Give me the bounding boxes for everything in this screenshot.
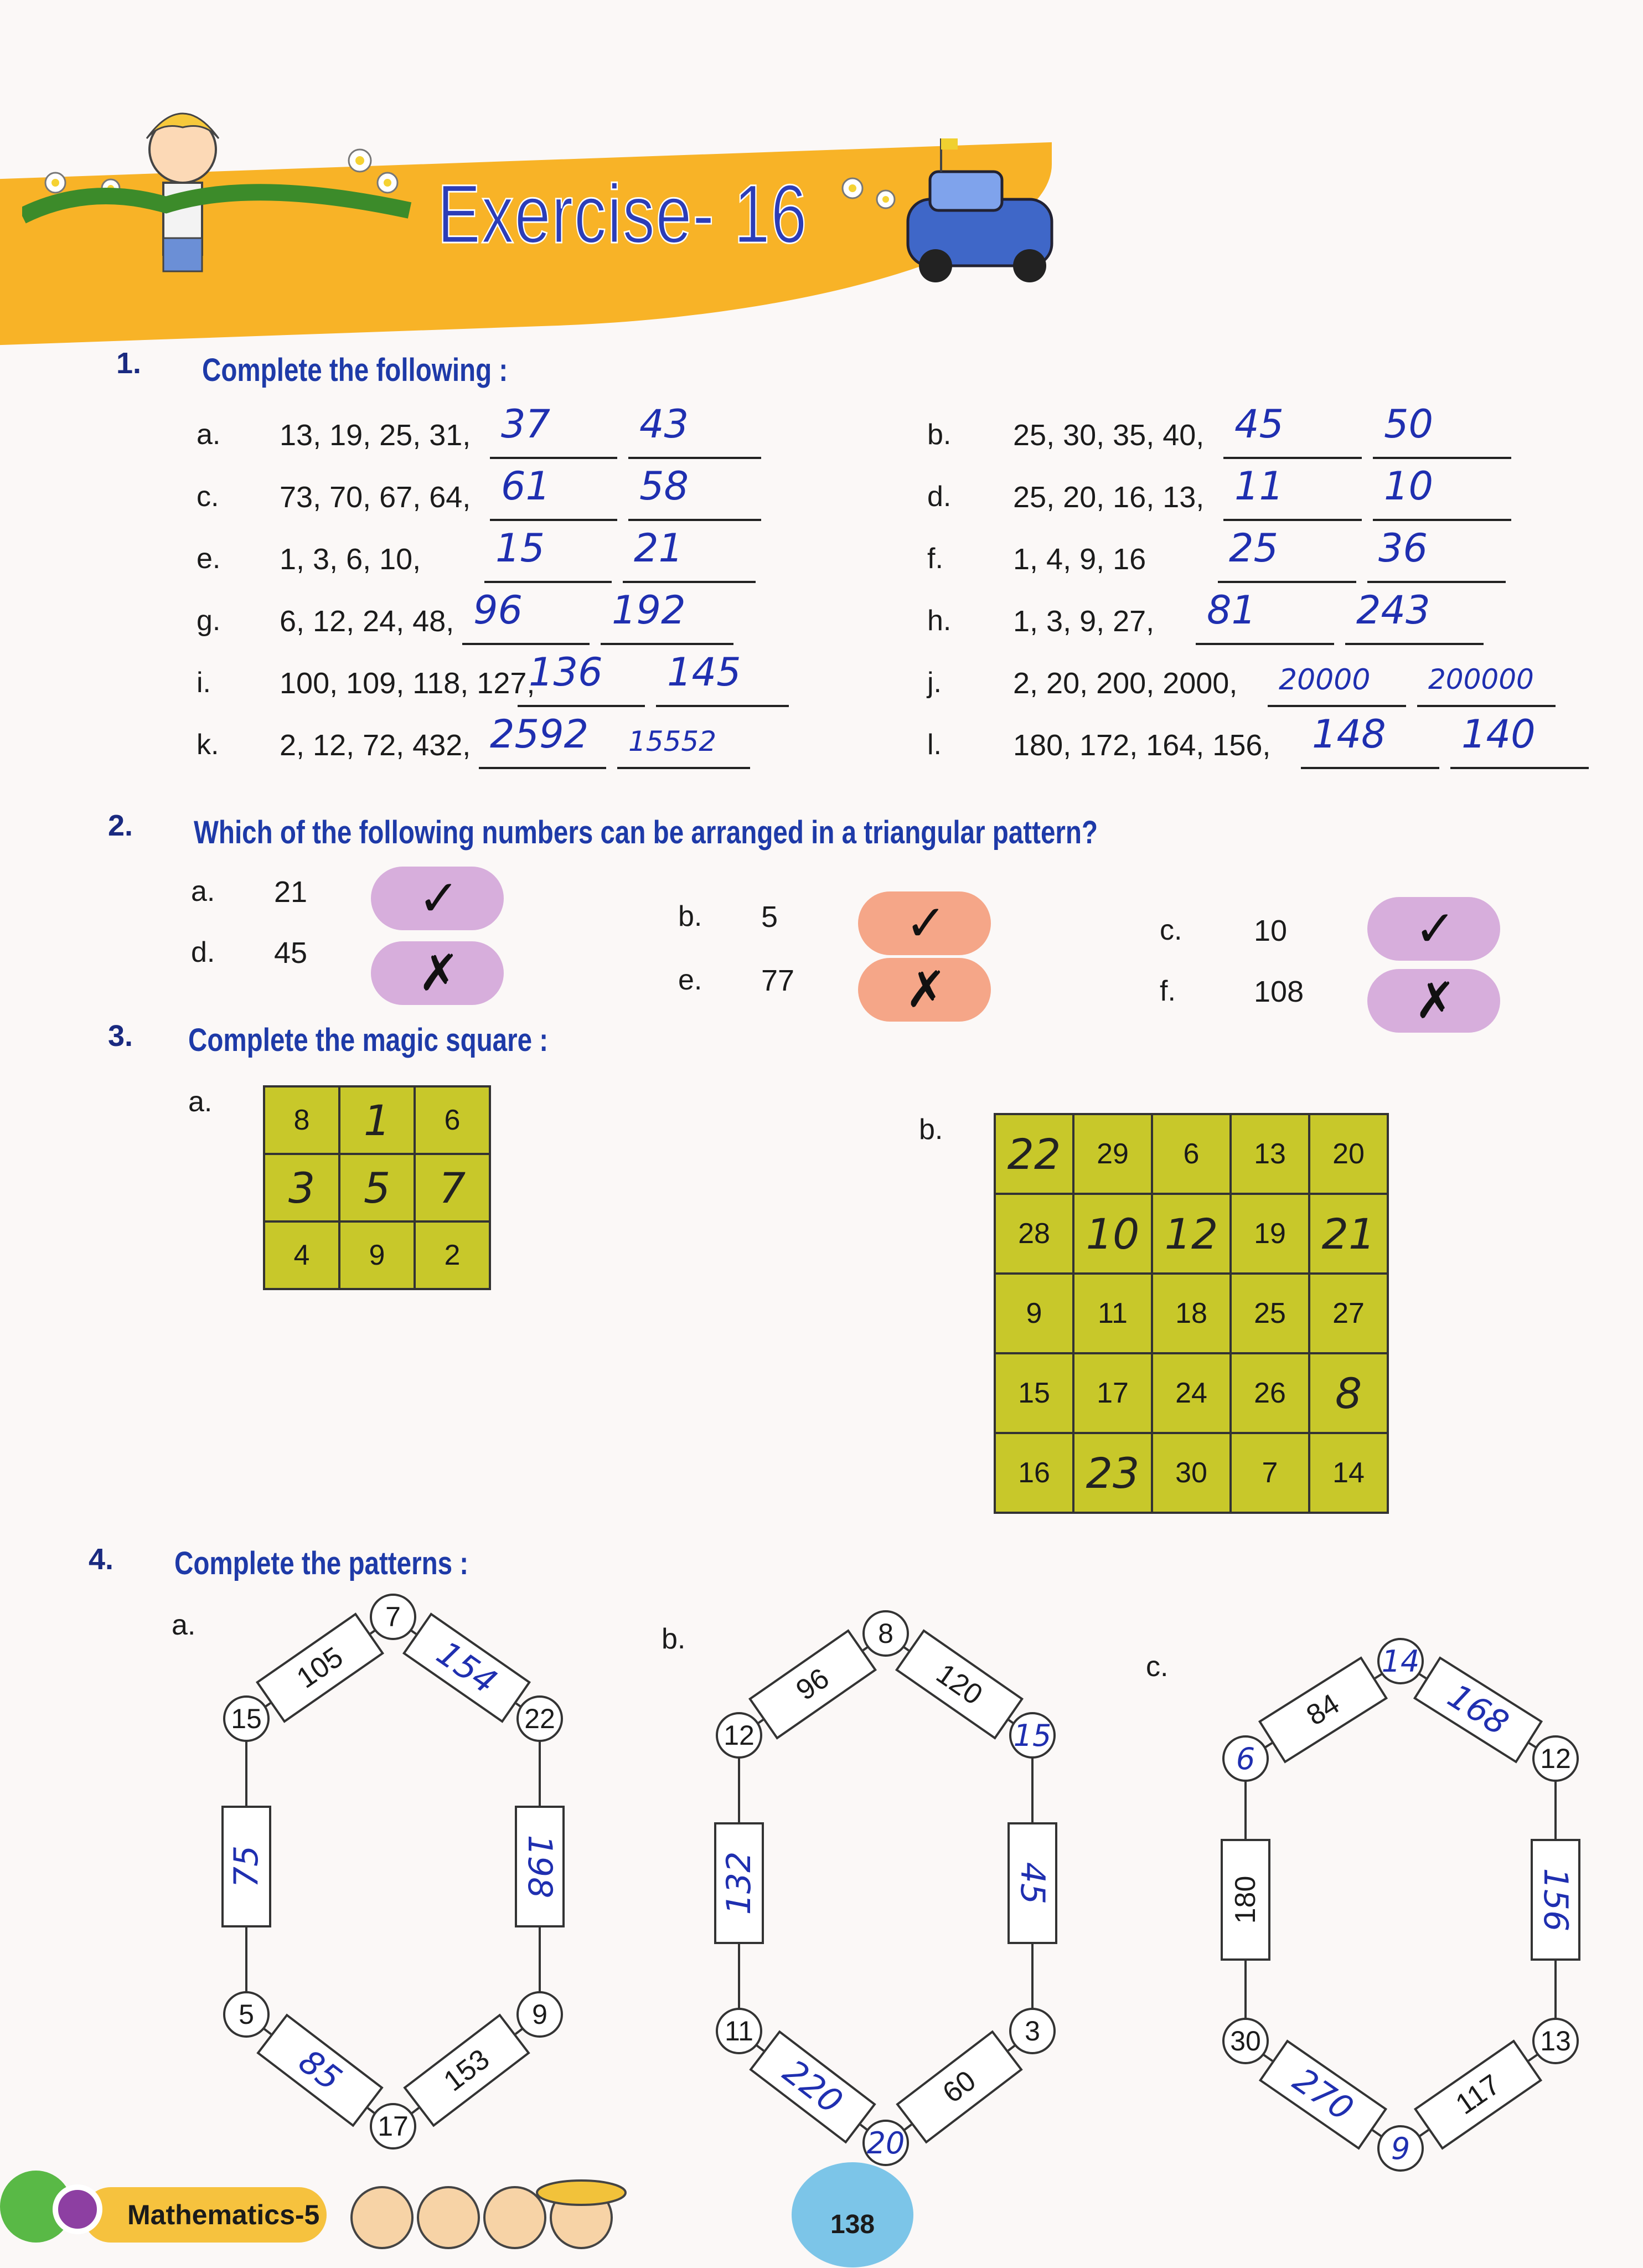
magic-square-cell: 14 (1309, 1433, 1388, 1513)
q2-item-letter: a. (191, 875, 215, 908)
pattern-edge-box[interactable]: 168 (1413, 1656, 1543, 1763)
magic-square-a (263, 1085, 491, 1290)
magic-square-cell: 18 (1152, 1274, 1231, 1353)
pattern-edge-box[interactable]: 132 (714, 1822, 764, 1944)
q1-answer-1: 25 (1229, 525, 1279, 571)
cross-mark-icon: ✗ (905, 962, 947, 1018)
pattern-edge-box[interactable]: 270 (1259, 2040, 1387, 2150)
magic-square-cell: 7 (1231, 1433, 1309, 1513)
q4-number: 4. (89, 1543, 114, 1576)
q1-answer-2: 145 (667, 650, 741, 695)
cross-mark-icon: ✗ (1414, 973, 1456, 1029)
q1-item-letter: j. (927, 667, 942, 699)
pattern-edge-box: 84 (1258, 1656, 1388, 1763)
q1-answer-2: 36 (1378, 525, 1428, 571)
q1-answer-1: 96 (473, 587, 523, 633)
magic-square-cell: 13 (1231, 1114, 1309, 1194)
q1-number: 1. (116, 347, 142, 380)
magic-square-cell: 2 (415, 1221, 490, 1289)
pattern-node-circle[interactable]: 6 (1222, 1735, 1269, 1782)
q2-item-letter: d. (191, 936, 215, 968)
book-title: Mathematics-5 (127, 2199, 320, 2230)
q1-item-letter: b. (927, 419, 952, 451)
magic-square-row (264, 1154, 490, 1221)
pattern-edge-box: 117 (1414, 2040, 1542, 2150)
pattern-node-circle[interactable]: 15 (1009, 1712, 1056, 1759)
magic-square-cell[interactable]: 3 (264, 1154, 339, 1221)
q1-item-letter: h. (927, 605, 952, 637)
pattern-edge-box[interactable]: 85 (256, 2013, 383, 2127)
pattern-node-circle: 3 (1009, 2008, 1056, 2054)
pattern-edge-box[interactable]: 220 (749, 2030, 876, 2143)
magic-square-row (264, 1221, 490, 1289)
q1-answer-1: 20000 (1279, 663, 1371, 697)
pattern-edge-box: 60 (896, 2030, 1022, 2143)
q1-answer-1: 45 (1234, 401, 1284, 447)
q1-answer-1: 148 (1312, 712, 1386, 757)
q1-answer-2: 140 (1461, 712, 1536, 757)
q2-item-value: 5 (761, 900, 778, 934)
q2-item-value: 77 (761, 964, 795, 997)
q1-item-letter: g. (197, 605, 221, 637)
q1-title: Complete the following : (202, 352, 508, 388)
q1-answer-2: 192 (612, 587, 686, 633)
check-mark-icon: ✓ (418, 871, 460, 926)
magic-square-cell[interactable]: 10 (1073, 1194, 1152, 1274)
magic-square-cell: 17 (1073, 1353, 1152, 1433)
q1-answer-2: 10 (1384, 463, 1434, 509)
pattern-edge-box: 96 (748, 1629, 876, 1739)
q1-answer-1: 61 (501, 463, 551, 509)
pattern-node-circle: 17 (370, 2103, 416, 2150)
q1-item-sequence: 2, 20, 200, 2000, (1013, 667, 1238, 700)
q1-item-sequence: 25, 20, 16, 13, (1013, 481, 1205, 514)
pattern-edge-box[interactable]: 154 (402, 1612, 530, 1723)
q1-answer-1: 37 (501, 401, 551, 447)
q1-item-sequence: 73, 70, 67, 64, (280, 481, 471, 514)
header-illustration (22, 55, 1129, 288)
q2-item-letter: e. (678, 964, 702, 996)
pattern-edge-box[interactable]: 156 (1531, 1839, 1580, 1961)
pattern-edge-box: 120 (895, 1629, 1023, 1739)
magic-square-cell[interactable]: 7 (415, 1154, 490, 1221)
magic-square-row (995, 1433, 1388, 1513)
pattern-edge-box[interactable]: 75 (221, 1806, 271, 1927)
magic-square-b (994, 1113, 1389, 1514)
pattern-node-circle: 15 (223, 1695, 270, 1742)
magic-square-cell: 29 (1073, 1114, 1152, 1194)
q1-answer-1: 11 (1234, 463, 1284, 509)
q1-answer-2: 50 (1384, 401, 1434, 447)
pattern-node-circle: 13 (1532, 2018, 1579, 2064)
cross-mark-icon: ✗ (418, 946, 460, 1001)
q1-item-sequence: 100, 109, 118, 127, (280, 667, 535, 700)
magic-square-cell: 20 (1309, 1114, 1388, 1194)
q1-item-sequence: 1, 4, 9, 16 (1013, 543, 1146, 576)
q2-number: 2. (108, 809, 133, 842)
q1-answer-1: 2592 (490, 712, 589, 757)
magic-square-cell[interactable]: 1 (339, 1086, 415, 1154)
pattern-edge-box: 180 (1221, 1839, 1270, 1961)
magic-square-cell: 24 (1152, 1353, 1231, 1433)
magic-square-cell[interactable]: 21 (1309, 1194, 1388, 1274)
q3-a-label: a. (188, 1086, 213, 1118)
q1-answer-2: 200000 (1428, 663, 1534, 695)
q1-item-sequence: 180, 172, 164, 156, (1013, 729, 1271, 762)
book-title-badge (83, 2187, 327, 2243)
check-mark-icon: ✓ (905, 896, 947, 951)
magic-square-cell: 26 (1231, 1353, 1309, 1433)
page-title: Exercise- 16 (437, 167, 808, 260)
q1-item-sequence: 6, 12, 24, 48, (280, 605, 454, 638)
q3-b-label: b. (919, 1114, 943, 1146)
pattern-node-circle[interactable]: 9 (1377, 2125, 1424, 2172)
pattern-node-circle: 30 (1222, 2018, 1269, 2064)
magic-square-cell: 19 (1231, 1194, 1309, 1274)
q1-item-sequence: 25, 30, 35, 40, (1013, 419, 1205, 452)
magic-square-cell: 15 (995, 1353, 1073, 1433)
q3-number: 3. (108, 1019, 133, 1053)
pattern-node-circle: 11 (716, 2008, 762, 2054)
magic-square-cell[interactable]: 23 (1073, 1433, 1152, 1513)
magic-square-cell: 6 (1152, 1114, 1231, 1194)
q1-answer-2: 243 (1356, 587, 1430, 633)
magic-square-cell: 9 (995, 1274, 1073, 1353)
pattern-edge-box[interactable]: 45 (1008, 1822, 1057, 1944)
pattern-node-circle[interactable]: 20 (862, 2120, 909, 2166)
q2-item-letter: c. (1160, 914, 1182, 946)
magic-square-cell[interactable]: 22 (995, 1114, 1073, 1194)
q1-item-letter: c. (197, 481, 219, 513)
q4-title: Complete the patterns : (174, 1545, 469, 1581)
magic-square-row (995, 1194, 1388, 1274)
q3-title: Complete the magic square : (188, 1022, 549, 1058)
magic-square-cell: 8 (264, 1086, 339, 1154)
footer-circle-icon (53, 2184, 102, 2234)
magic-square-cell: 16 (995, 1433, 1073, 1513)
magic-square-row (264, 1086, 490, 1154)
q1-item-letter: f. (927, 543, 943, 575)
q4-c-label: c. (1146, 1651, 1169, 1683)
pattern-node-circle: 22 (516, 1695, 563, 1742)
q2-item-value: 45 (274, 936, 308, 970)
magic-square-cell[interactable]: 8 (1309, 1353, 1388, 1433)
q1-answer-1: 136 (529, 650, 603, 695)
magic-square-row (995, 1114, 1388, 1194)
pattern-node-circle: 12 (1532, 1735, 1579, 1782)
pattern-node-circle: 9 (516, 1991, 563, 2038)
q2-item-letter: f. (1160, 975, 1176, 1007)
q1-item-sequence: 13, 19, 25, 31, (280, 419, 471, 452)
q1-answer-2: 58 (639, 463, 689, 509)
q1-item-sequence: 2, 12, 72, 432, (280, 729, 471, 762)
magic-square-cell: 6 (415, 1086, 490, 1154)
pattern-node-circle[interactable]: 14 (1377, 1638, 1424, 1684)
q1-item-letter: a. (197, 419, 221, 451)
magic-square-cell[interactable]: 5 (339, 1154, 415, 1221)
pattern-node-circle: 8 (862, 1610, 909, 1657)
q1-item-sequence: 1, 3, 6, 10, (280, 543, 421, 576)
q1-item-letter: e. (197, 543, 221, 575)
q1-item-sequence: 1, 3, 9, 27, (1013, 605, 1155, 638)
page-number: 138 (830, 2210, 875, 2239)
magic-square-cell: 25 (1231, 1274, 1309, 1353)
magic-square-cell: 11 (1073, 1274, 1152, 1353)
pattern-node-circle: 12 (716, 1712, 762, 1759)
q2-item-value: 108 (1254, 975, 1304, 1008)
pattern-node-circle: 7 (370, 1594, 416, 1640)
q1-item-letter: l. (927, 729, 942, 761)
q2-item-value: 21 (274, 875, 308, 909)
pattern-edge-box[interactable]: 198 (515, 1806, 565, 1927)
q1-item-letter: d. (927, 481, 952, 513)
q1-item-letter: i. (197, 667, 211, 699)
magic-square-cell: 9 (339, 1221, 415, 1289)
q1-answer-1: 15 (495, 525, 545, 571)
q1-answer-2: 21 (634, 525, 684, 571)
magic-square-cell: 30 (1152, 1433, 1231, 1513)
magic-square-cell: 27 (1309, 1274, 1388, 1353)
q2-title: Which of the following numbers can be arranged in a triangular pattern? (194, 815, 1098, 850)
magic-square-cell[interactable]: 12 (1152, 1194, 1231, 1274)
magic-square-cell: 4 (264, 1221, 339, 1289)
check-mark-icon: ✓ (1414, 901, 1456, 957)
q1-item-letter: k. (197, 729, 219, 761)
q1-answer-1: 81 (1207, 587, 1257, 633)
q1-answer-2: 43 (639, 401, 689, 447)
q4-a-label: a. (172, 1609, 196, 1641)
pattern-edge-box: 105 (255, 1612, 384, 1723)
q4-b-label: b. (662, 1623, 686, 1655)
magic-square-row (995, 1353, 1388, 1433)
jeep-illustration (908, 138, 1052, 282)
magic-square-cell: 28 (995, 1194, 1073, 1274)
magic-square-row (995, 1274, 1388, 1353)
kids-faces-illustration (338, 2176, 670, 2254)
pattern-edge-box: 153 (403, 2013, 530, 2127)
q1-answer-2: 15552 (628, 725, 717, 757)
q2-item-value: 10 (1254, 914, 1288, 947)
q2-item-letter: b. (678, 900, 702, 932)
pattern-node-circle: 5 (223, 1991, 270, 2038)
